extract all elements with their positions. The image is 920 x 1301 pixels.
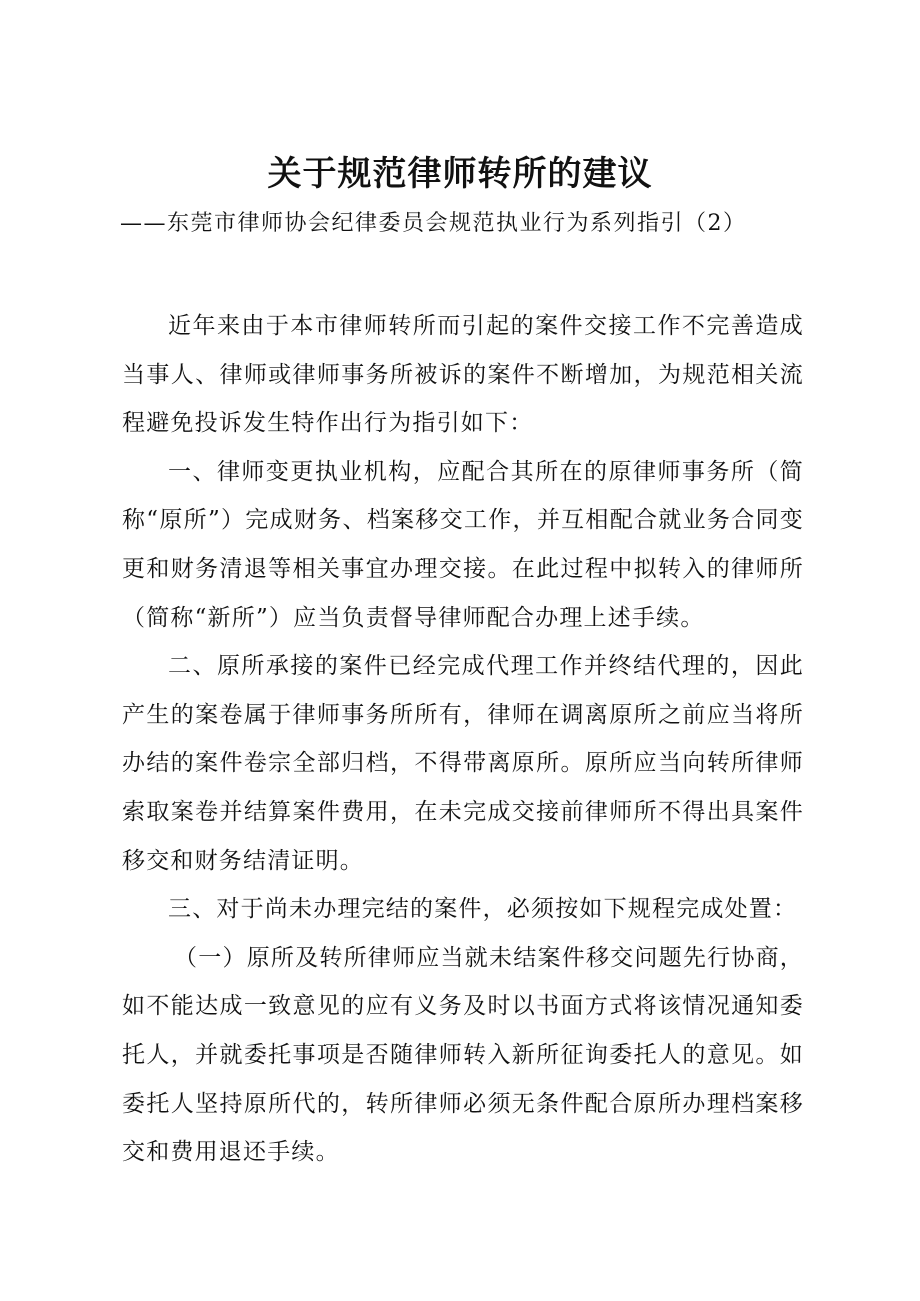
paragraph-item-1: 一、律师变更执业机构，应配合其所在的原律师事务所（简称“原所”）完成财务、档案移交工作，并互相配合就业务合同变更和财务清退等相关事宜办理交接。在此过程中拟转入的律师所（简称“新所”）应当负责督导律师配合办理上述手续。	[122, 458, 804, 631]
paragraph-item-3: 三、对于尚未办理完结的案件，必须按如下规程完成处置：	[168, 896, 798, 923]
paragraph-item-2: 二、原所承接的案件已经完成代理工作并终结代理的，因此产生的案卷属于律师事务所所有，律师在调离原所之前应当将所办结的案件卷宗全部归档，不得带离原所。原所应当向转所律师索取案卷并结算案件费用，在未完成交接前律师所不得出具案件移交和财务结清证明。	[122, 653, 804, 874]
paragraph-item-3-1: （一）原所及转所律师应当就未结案件移交问题先行协商，如不能达成一致意见的应有义务及时以书面方式将该情况通知委托人，并就委托事项是否随律师转入新所征询委托人的意见。如委托人坚持原所代的，转所律师必须无条件配合原所办理档案移交和费用退还手续。	[122, 944, 804, 1166]
document-subtitle: ——东莞市律师协会纪律委员会规范执业行为系列指引（2）	[120, 211, 747, 236]
paragraph-intro: 近年来由于本市律师转所而引起的案件交接工作不完善造成当事人、律师或律师事务所被诉的案件不断增加，为规范相关流程避免投诉发生特作出行为指引如下：	[122, 313, 804, 437]
document-title: 关于规范律师转所的建议	[267, 154, 653, 194]
document-body	[122, 302, 804, 1177]
